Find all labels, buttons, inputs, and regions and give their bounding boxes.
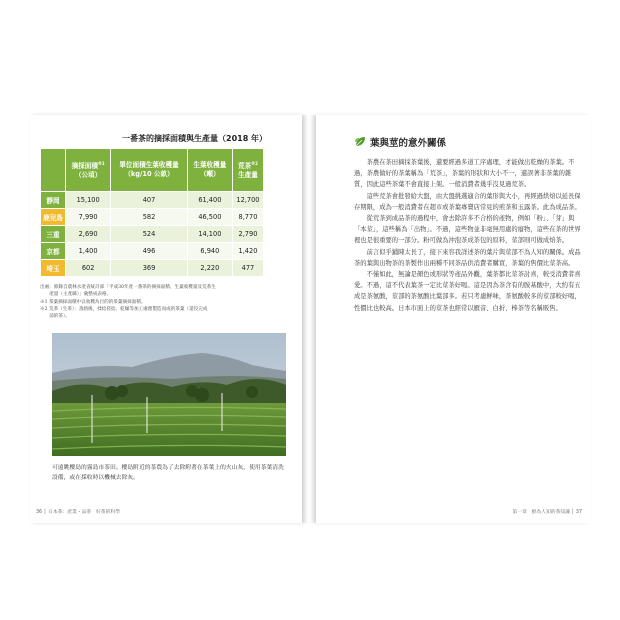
cell-leaf: 61,400 [187, 192, 232, 209]
row-prefecture: 靜岡 [41, 192, 66, 209]
paragraph: 從荒茶到成品茶的過程中，會去除許多不合格的產物，例如「粉」、「芽」與「本莖」，這些稱為「出物」。不過，這些物並非毫無用處的廢物，這些在茶的世界裡也是很重要的一部分。粉可做為沖泡茶成茶包的原料，莖部則可做成焙茶。 [354, 215, 581, 245]
note-line: 出處：節錄自農林水產省統計部「平成30年產一番茶的摘採面積、生葉收穫量及荒茶生 [40, 285, 216, 290]
header-leaf-label: 生葉收穫量 [193, 161, 227, 170]
body-text [354, 157, 582, 314]
row-prefecture: 埼玉 [41, 260, 66, 277]
cell-leaf: 2,220 [187, 260, 232, 277]
tea-field-illustration [52, 333, 286, 456]
cell-crude: 8,770 [232, 209, 263, 226]
header-area-label: 摘採面積 [71, 161, 98, 170]
table-row [41, 226, 264, 243]
book-gutter [302, 115, 316, 523]
header-leaf [187, 149, 232, 192]
tea-leaf-icon [354, 136, 366, 148]
cell-crude: 1,420 [232, 243, 263, 260]
cell-yield: 407 [111, 192, 188, 209]
cell-leaf: 14,100 [187, 226, 232, 243]
cell-yield: 582 [111, 209, 188, 226]
row-prefecture: 三重 [41, 226, 66, 243]
paragraph: 這些荒茶會批發給大盤，由大盤挑選適合的葉形與大小，再經過烘焙以延長保存期限，成為一般消費者在超市或茶葉專賣店常見的煎茶和玉露茶。此為成品茶。 [354, 192, 581, 211]
left-folio: 36 │ 日本茶：產業・品茶 好茶的科學 [36, 510, 120, 515]
cell-area: 602 [66, 260, 111, 277]
header-yield [111, 149, 188, 192]
header-area [66, 149, 111, 192]
header-crude [232, 149, 263, 192]
row-prefecture: 鹿兒島 [41, 209, 66, 226]
cell-area: 2,690 [66, 226, 111, 243]
header-yield-label: 單位面積生葉收穫量 [119, 161, 179, 170]
table-row [41, 209, 264, 226]
note-line: ※2 荒茶（生茶）：蒸熱後，揉捻搓捻、乾燥等加工處理製造而成的茶葉（還沒完成 [40, 307, 208, 313]
section-heading-text: 葉與莖的意外關係 [370, 138, 447, 149]
tea-field-photo [52, 333, 286, 456]
header-area-unit: （公頃） [74, 170, 102, 179]
table-row [41, 243, 264, 260]
cell-yield: 496 [111, 243, 188, 260]
left-page [30, 115, 302, 523]
cell-area: 15,100 [66, 192, 111, 209]
right-folio: 第一章 鮮為人知的茶知識 │ 37 [512, 510, 582, 515]
table-title: 一番茶的摘採面積與生產量（2018 年） [122, 134, 268, 143]
note-line: ※1 茶葉摘採面積中以收穫為目的的茶葉摘採面積。 [40, 299, 146, 305]
photo-caption: 可遠眺櫻島的霧島市茶田。櫻島附近的茶農為了去除附著在茶葉上的火山灰，使用茶葉清洗設備，或在採收時以機械去除灰。 [52, 465, 284, 482]
table-notes [40, 284, 268, 321]
table-row [41, 260, 264, 277]
cell-yield: 524 [111, 226, 188, 243]
section-heading [354, 135, 446, 149]
cell-crude: 12,700 [232, 192, 263, 209]
cell-leaf: 6,940 [187, 243, 232, 260]
header-crude-note: ※2 [251, 160, 258, 166]
row-prefecture: 京都 [41, 243, 66, 260]
paragraph: 前言似乎鋪陳太長了，接下來容我詳述茶的葉片與莖部不為人知的關係。成品茶的葉與出物茶的茶製作出兩種不同茶品供消費者購買，茶葉的售價比莖茶高。 [354, 248, 581, 267]
note-line: 產量（主產縣）」彙整成表格。 [40, 292, 112, 298]
header-crude-unit: 生產量 [238, 170, 258, 179]
header-leaf-unit: （噸） [199, 170, 220, 178]
header-yield-unit: （kg/10 公畝） [124, 170, 174, 178]
table-header-row [41, 149, 264, 192]
paragraph: 不僅如此，無論是顏色或形狀等產品外觀，葉茶都比莖茶討喜，較受消費者喜愛。不過，這不代表葉茶一定比莖茶好喝。這是因為茶含有的胺基酸中，大約有五成是茶氨酸，莖部的茶氨酸比葉部多。若只考慮鮮味，茶氨酸較多的莖部較好喝，性價比也較高。日本市面上的莖茶也經常以雁音、白折、棒茶等名稱販售。 [354, 271, 581, 312]
table-row [41, 192, 264, 209]
header-crude-label: 荒茶 [238, 161, 252, 170]
cell-leaf: 46,500 [187, 209, 232, 226]
cell-crude: 2,790 [232, 226, 263, 243]
cell-area: 7,990 [66, 209, 111, 226]
cell-yield: 369 [111, 260, 188, 277]
right-page [316, 115, 590, 523]
cell-crude: 477 [232, 260, 263, 277]
note-line: 前的茶）。 [40, 314, 70, 320]
production-table [40, 148, 264, 277]
cell-area: 1,400 [66, 243, 111, 260]
paragraph: 茶農在茶田摘採茶葉後，還要經過多道工序處理，才能做出乾燥的茶葉。不過，茶農做好的茶葉稱為「荒茶」，茶葉的形狀和大小不一，還誤著非茶葉的雜質，因此這些茶葉不會直接上架。一般消費者幾乎沒見過荒茶。 [354, 159, 575, 189]
header-area-note: ※1 [97, 160, 105, 166]
header-blank [41, 149, 66, 192]
